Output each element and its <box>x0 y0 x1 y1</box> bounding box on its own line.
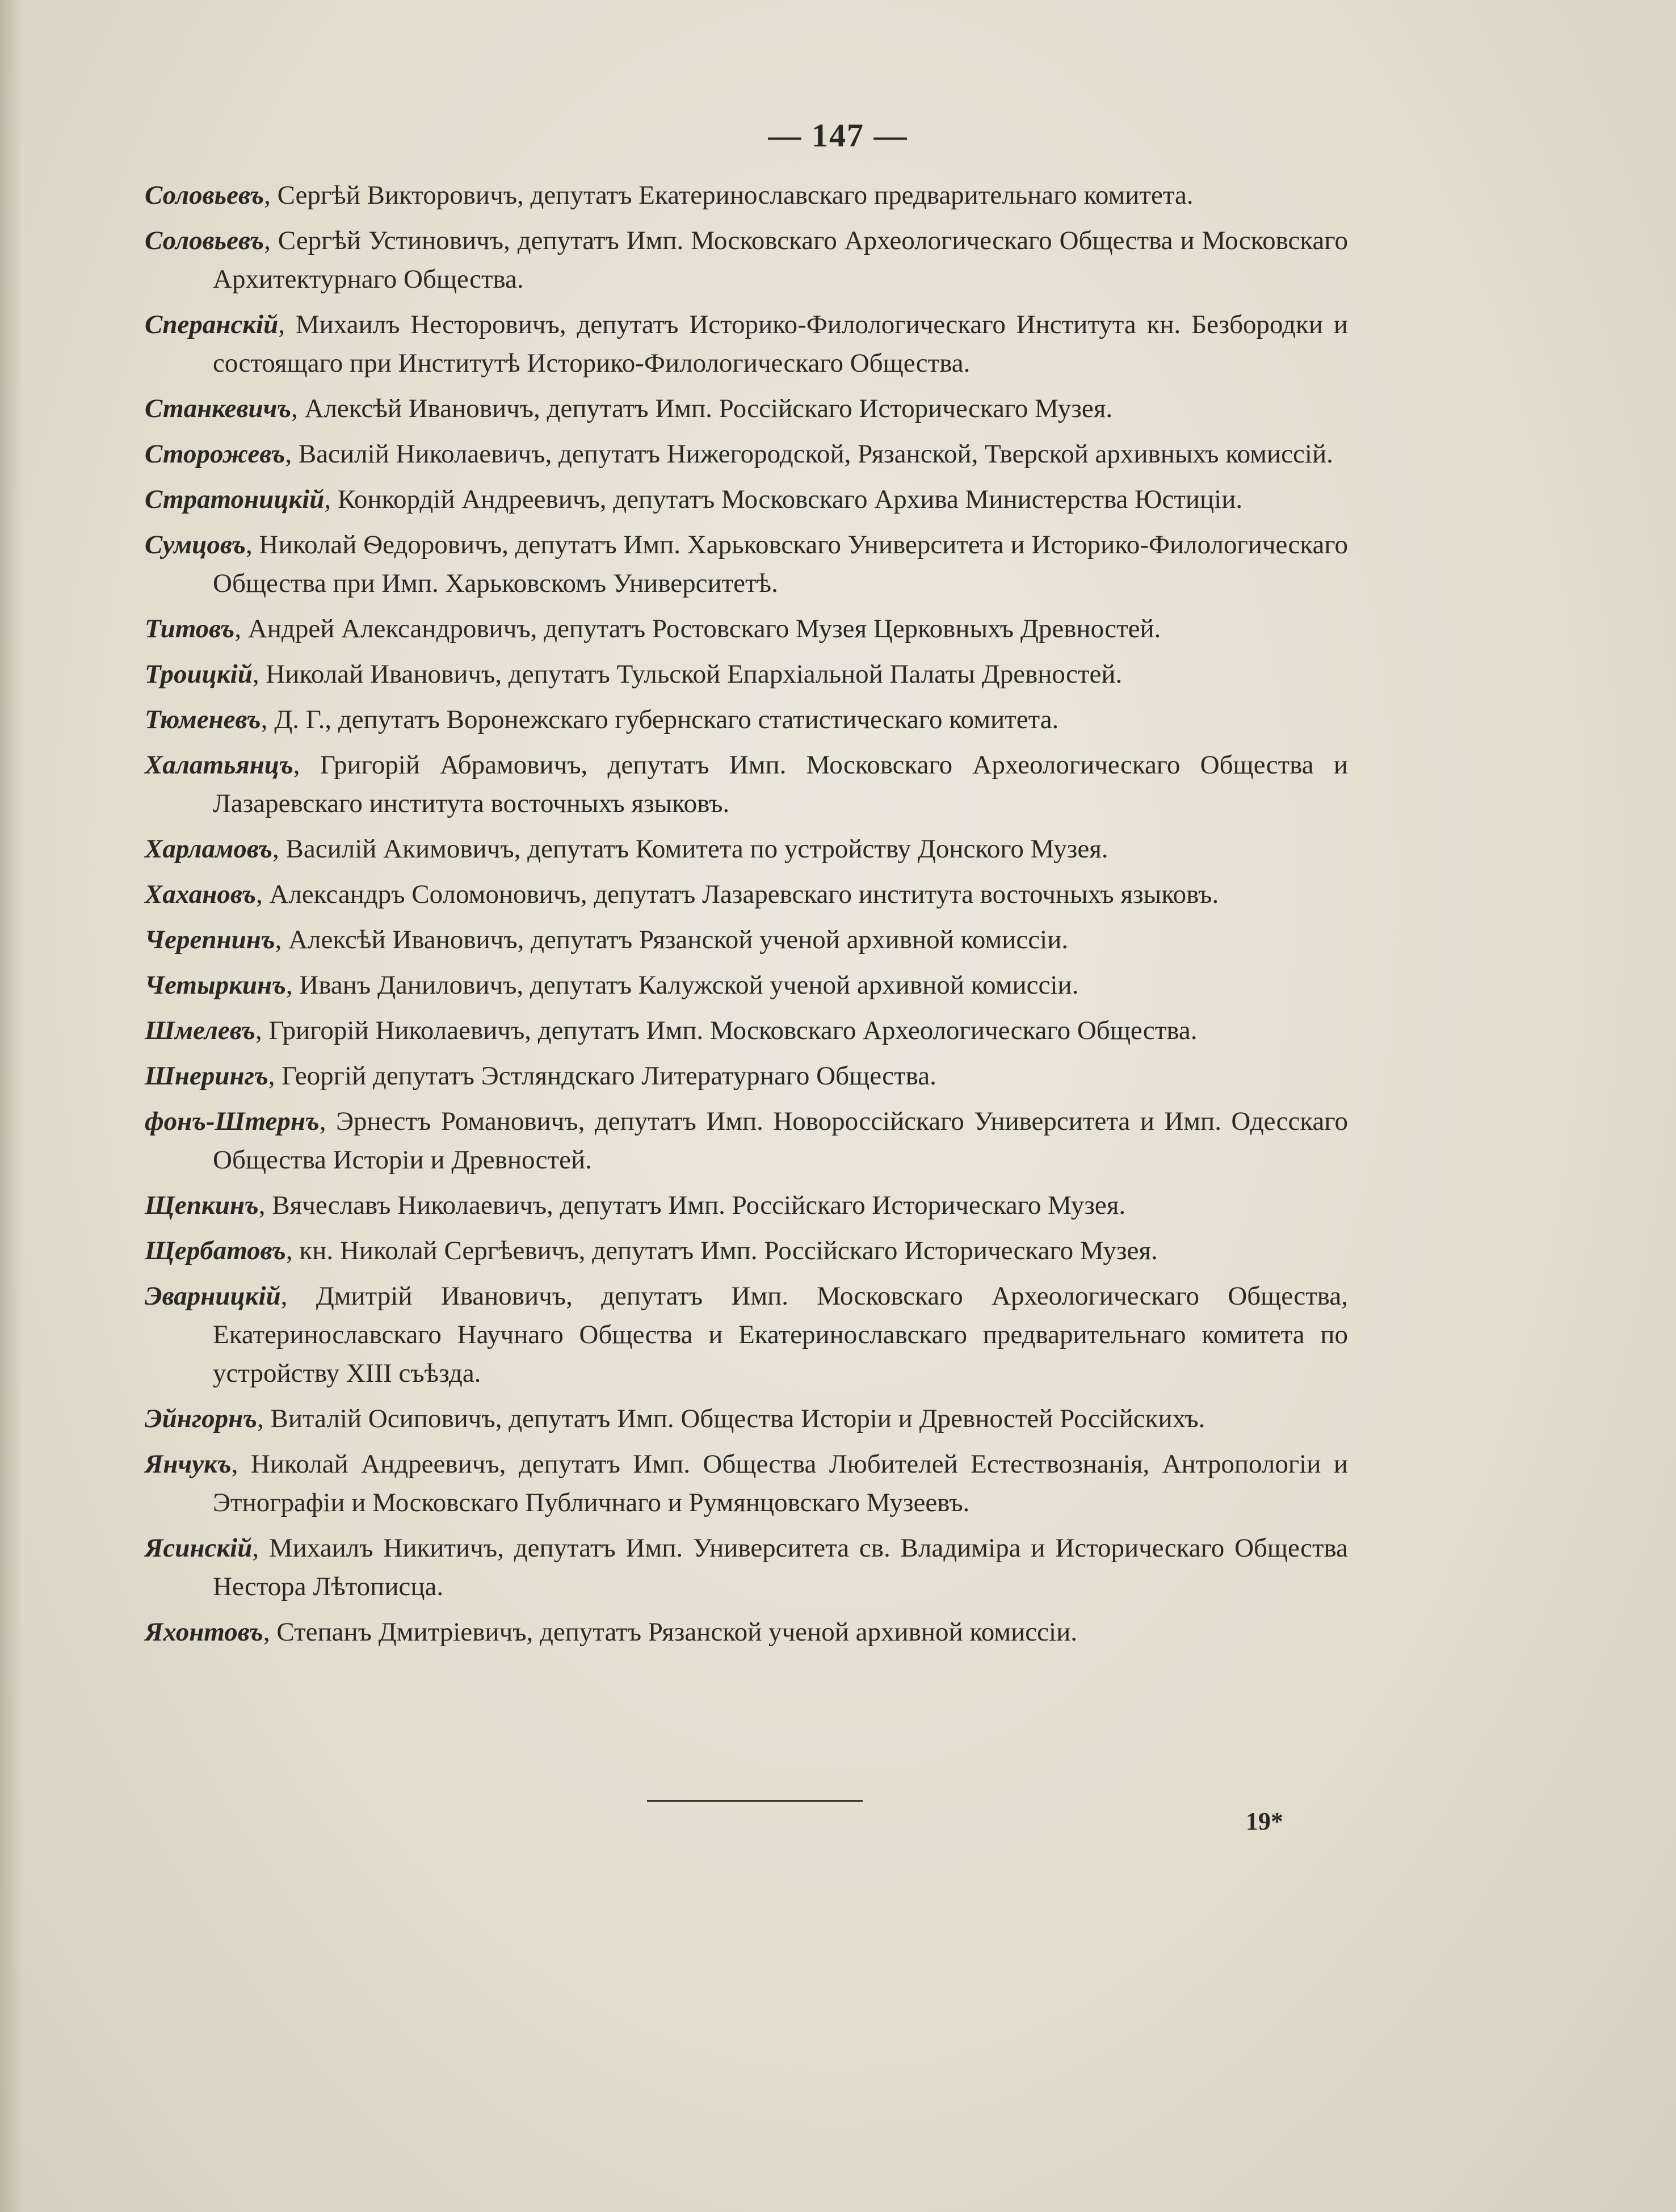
entry-text: , Василій Акимовичъ, депутатъ Комитета по устройству Донского Музея. <box>272 834 1108 864</box>
entry-text: , Николай Ѳедоровичъ, депутатъ Имп. Харьковскаго Университета и Историко-Филологическаго Общества при Имп. Харьковскомъ Университетѣ. <box>213 530 1348 598</box>
list-item <box>145 920 1348 959</box>
list-item <box>145 875 1348 914</box>
entry-surname: Соловьевъ <box>145 226 264 255</box>
entry-surname: Соловьевъ <box>145 180 264 210</box>
list-item <box>145 176 1348 215</box>
list-item <box>145 525 1348 603</box>
list-item <box>145 480 1348 519</box>
entry-surname: Сумцовъ <box>145 530 246 560</box>
entry-surname: Халатьянцъ <box>145 750 293 780</box>
entry-surname: Ясинскій <box>145 1533 253 1563</box>
list-item <box>145 1102 1348 1179</box>
entry-surname: Сторожевъ <box>145 439 285 469</box>
list-item <box>145 1529 1348 1606</box>
list-item <box>145 1277 1348 1393</box>
entry-surname: Эварницкій <box>145 1281 281 1311</box>
entry-surname: Хахановъ <box>145 880 256 909</box>
entry-text: , Александръ Соломоновичъ, депутатъ Лазаревскаго института восточныхъ языковъ. <box>255 880 1219 909</box>
entry-text: , Николай Ивановичъ, депутатъ Тульской Епархіальной Палаты Древностей. <box>252 659 1123 689</box>
list-item <box>145 1057 1348 1095</box>
list-item <box>145 435 1348 473</box>
list-item <box>145 966 1348 1004</box>
list-item <box>145 655 1348 693</box>
entry-text: , Андрей Александровичъ, депутатъ Ростовскаго Музея Церковныхъ Древностей. <box>234 614 1161 644</box>
list-item <box>145 305 1348 382</box>
entry-surname: Четыркинъ <box>145 970 286 1000</box>
entry-surname: Титовъ <box>145 614 235 644</box>
entry-text: , Николай Андреевичъ, депутатъ Имп. Общества Любителей Естествознанія, Антропологіи и Этнографіи и Московскаго Публичнаго и Румянцовскаго Музеевъ. <box>213 1449 1348 1517</box>
page-number: — 147 — <box>768 117 908 154</box>
list-item <box>145 389 1348 428</box>
list-item <box>145 746 1348 823</box>
list-item <box>145 700 1348 739</box>
entry-text: , Эрнестъ Романовичъ, депутатъ Имп. Новороссійскаго Университета и Имп. Одесскаго Общества Исторіи и Древностей. <box>213 1107 1348 1175</box>
entry-surname: Щепкинъ <box>145 1191 259 1220</box>
entry-text: , Конкордій Андреевичъ, депутатъ Московскаго Архива Министерства Юстиціи. <box>324 485 1243 514</box>
list-item <box>145 830 1348 868</box>
entry-text: , Виталій Осиповичъ, депутатъ Имп. Общества Исторіи и Древностей Россійскихъ. <box>257 1404 1205 1433</box>
entry-surname: Щербатовъ <box>145 1236 286 1265</box>
list-item <box>145 1011 1348 1050</box>
list-item <box>145 1186 1348 1225</box>
entry-surname: Станкевичъ <box>145 394 292 423</box>
entry-surname: Шмелевъ <box>145 1016 255 1045</box>
entry-text: , Василій Николаевичъ, депутатъ Нижегородской, Рязанской, Тверской архивныхъ комиссій. <box>285 439 1333 469</box>
list-item <box>145 221 1348 298</box>
entry-surname: Шнерингъ <box>145 1061 268 1091</box>
entry-text: , Михаилъ Несторовичъ, депутатъ Историко-Филологическаго Института кн. Безбородки и состоящаго при Институтѣ Историко-Филологическаго Общества. <box>213 310 1348 378</box>
entry-text: , Григорій Николаевичъ, депутатъ Имп. Московскаго Археологическаго Общества. <box>255 1016 1198 1045</box>
list-item <box>145 1399 1348 1438</box>
entry-text: , Алексѣй Ивановичъ, депутатъ Рязанской ученой архивной комиссіи. <box>275 925 1069 954</box>
entry-text: , Иванъ Даниловичъ, депутатъ Калужской ученой архивной комиссіи. <box>285 970 1079 1000</box>
entry-text: , кн. Николай Сергѣевичъ, депутатъ Имп. Россійскаго Историческаго Музея. <box>285 1236 1158 1265</box>
entry-text: , Михаилъ Никитичъ, депутатъ Имп. Университета св. Владиміра и Историческаго Общества Нестора Лѣтописца. <box>213 1533 1348 1601</box>
entry-text: , Дмитрій Ивановичъ, депутатъ Имп. Московскаго Археологическаго Общества, Екатеринославскаго Научнаго Общества и Екатеринославскаго предварительнаго комитета по устройству XIII съѣзда. <box>213 1281 1348 1388</box>
entry-text: , Алексѣй Ивановичъ, депутатъ Имп. Россійскаго Историческаго Музея. <box>291 394 1113 423</box>
entry-surname: Троицкій <box>145 659 253 689</box>
entry-surname: Янчукъ <box>145 1449 232 1479</box>
page-edge-shadow <box>0 0 23 2212</box>
entry-surname: Черепнинъ <box>145 925 275 954</box>
entry-surname: Яхонтовъ <box>145 1617 263 1647</box>
footer-rule <box>647 1800 863 1802</box>
entry-surname: Харламовъ <box>145 834 273 864</box>
entry-text: , Георгій депутатъ Эстляндскаго Литературнаго Общества. <box>268 1061 936 1091</box>
entry-text: , Д. Г., депутатъ Воронежскаго губернскаго статистическаго комитета. <box>261 705 1059 734</box>
entry-text: , Сергѣй Викторовичъ, депутатъ Екатеринославскаго предварительнаго комитета. <box>264 180 1194 210</box>
entry-surname: Эйнгорнъ <box>145 1404 258 1433</box>
signature-mark: 19* <box>1246 1807 1283 1835</box>
entry-surname: Стратоницкій <box>145 485 325 514</box>
list-item <box>145 1445 1348 1522</box>
entry-text: , Вячеславъ Николаевичъ, депутатъ Имп. Россійскаго Историческаго Музея. <box>258 1191 1126 1220</box>
deputies-list <box>145 176 1348 1658</box>
list-item <box>145 609 1348 648</box>
list-item <box>145 1231 1348 1270</box>
entry-text: , Сергѣй Устиновичъ, депутатъ Имп. Московскаго Археологическаго Общества и Московскаго Архитектурнаго Общества. <box>213 226 1348 294</box>
entry-surname: Тюменевъ <box>145 705 261 734</box>
entry-text: , Григорій Абрамовичъ, депутатъ Имп. Московскаго Археологическаго Общества и Лазаревскаго института восточныхъ языковъ. <box>213 750 1348 818</box>
entry-surname: фонъ-Штернъ <box>145 1107 320 1136</box>
entry-surname: Сперанскій <box>145 310 279 339</box>
list-item <box>145 1613 1348 1651</box>
entry-text: , Степанъ Дмитріевичъ, депутатъ Рязанской ученой архивной комиссіи. <box>263 1617 1077 1647</box>
